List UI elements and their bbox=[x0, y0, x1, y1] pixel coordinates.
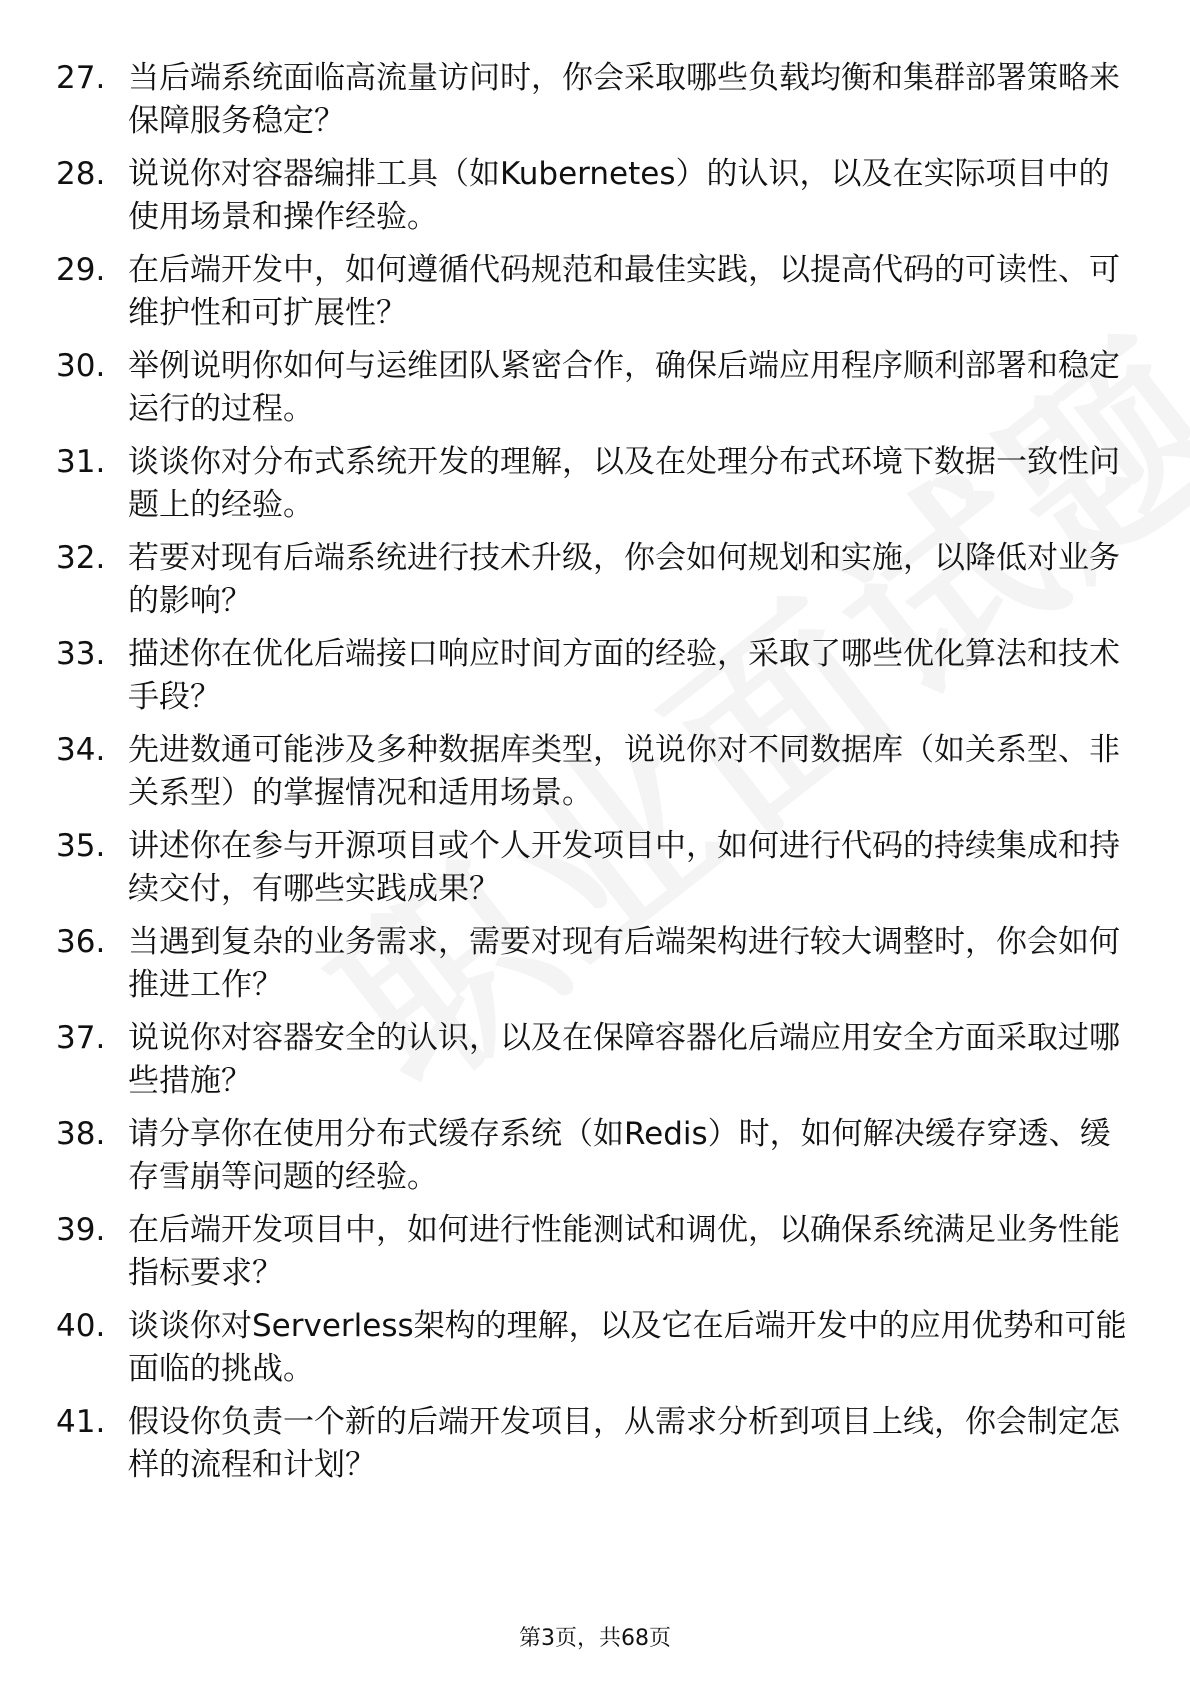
question-number: 35. bbox=[56, 828, 106, 864]
page-footer: 第3页，共68页 bbox=[519, 1626, 671, 1651]
question-text: 说说你对容器安全的认识，以及在保障容器化后端应用安全方面采取过哪些措施？ bbox=[128, 1020, 1120, 1099]
question-text: 请分享你在使用分布式缓存系统（如Redis）时，如何解决缓存穿透、缓存雪崩等问题的经验。 bbox=[128, 1116, 1111, 1195]
question-text: 讲述你在参与开源项目或个人开发项目中，如何进行代码的持续集成和持续交付，有哪些实践成果？ bbox=[128, 828, 1120, 907]
question-item bbox=[0, 921, 1190, 1021]
question-number: 34. bbox=[56, 732, 106, 768]
question-number: 37. bbox=[56, 1020, 106, 1056]
question-number: 33. bbox=[56, 636, 106, 672]
question-number: 30. bbox=[56, 348, 106, 384]
question-text: 假设你负责一个新的后端开发项目，从需求分析到项目上线，你会制定怎样的流程和计划？ bbox=[128, 1404, 1120, 1483]
question-item bbox=[0, 345, 1190, 445]
question-number: 31. bbox=[56, 444, 106, 480]
question-item bbox=[0, 1017, 1190, 1117]
question-item bbox=[0, 825, 1190, 925]
question-number: 27. bbox=[56, 60, 106, 96]
question-item bbox=[0, 1305, 1190, 1405]
question-text: 谈谈你对Serverless架构的理解，以及它在后端开发中的应用优势和可能面临的挑战。 bbox=[128, 1308, 1127, 1387]
question-text: 当遇到复杂的业务需求，需要对现有后端架构进行较大调整时，你会如何推进工作？ bbox=[128, 924, 1120, 1003]
question-text: 举例说明你如何与运维团队紧密合作，确保后端应用程序顺利部署和稳定运行的过程。 bbox=[128, 348, 1120, 427]
question-number: 40. bbox=[56, 1308, 106, 1344]
question-item bbox=[0, 153, 1190, 253]
question-number: 28. bbox=[56, 156, 106, 192]
question-number: 36. bbox=[56, 924, 106, 960]
question-number: 29. bbox=[56, 252, 106, 288]
question-text: 先进数通可能涉及多种数据库类型，说说你对不同数据库（如关系型、非关系型）的掌握情况和适用场景。 bbox=[128, 732, 1120, 811]
question-item bbox=[0, 441, 1190, 541]
question-number: 39. bbox=[56, 1212, 106, 1248]
question-text: 描述你在优化后端接口响应时间方面的经验，采取了哪些优化算法和技术手段？ bbox=[128, 636, 1120, 715]
question-item bbox=[0, 633, 1190, 733]
question-item bbox=[0, 1113, 1190, 1213]
question-text: 说说你对容器编排工具（如Kubernetes）的认识，以及在实际项目中的使用场景和操作经验。 bbox=[128, 156, 1110, 235]
question-item bbox=[0, 729, 1190, 829]
question-text: 谈谈你对分布式系统开发的理解，以及在处理分布式环境下数据一致性问题上的经验。 bbox=[128, 444, 1120, 523]
question-item bbox=[0, 249, 1190, 349]
question-number: 32. bbox=[56, 540, 106, 576]
question-text: 在后端开发项目中，如何进行性能测试和调优，以确保系统满足业务性能指标要求？ bbox=[128, 1212, 1120, 1291]
question-text: 若要对现有后端系统进行技术升级，你会如何规划和实施，以降低对业务的影响？ bbox=[128, 540, 1120, 619]
question-text: 当后端系统面临高流量访问时，你会采取哪些负载均衡和集群部署策略来保障服务稳定？ bbox=[128, 60, 1120, 139]
question-item bbox=[0, 1401, 1190, 1501]
question-item bbox=[0, 1209, 1190, 1309]
question-item bbox=[0, 57, 1190, 157]
question-number: 38. bbox=[56, 1116, 106, 1152]
question-item bbox=[0, 537, 1190, 637]
question-text: 在后端开发中，如何遵循代码规范和最佳实践，以提高代码的可读性、可维护性和可扩展性？ bbox=[128, 252, 1120, 331]
question-number: 41. bbox=[56, 1404, 106, 1440]
